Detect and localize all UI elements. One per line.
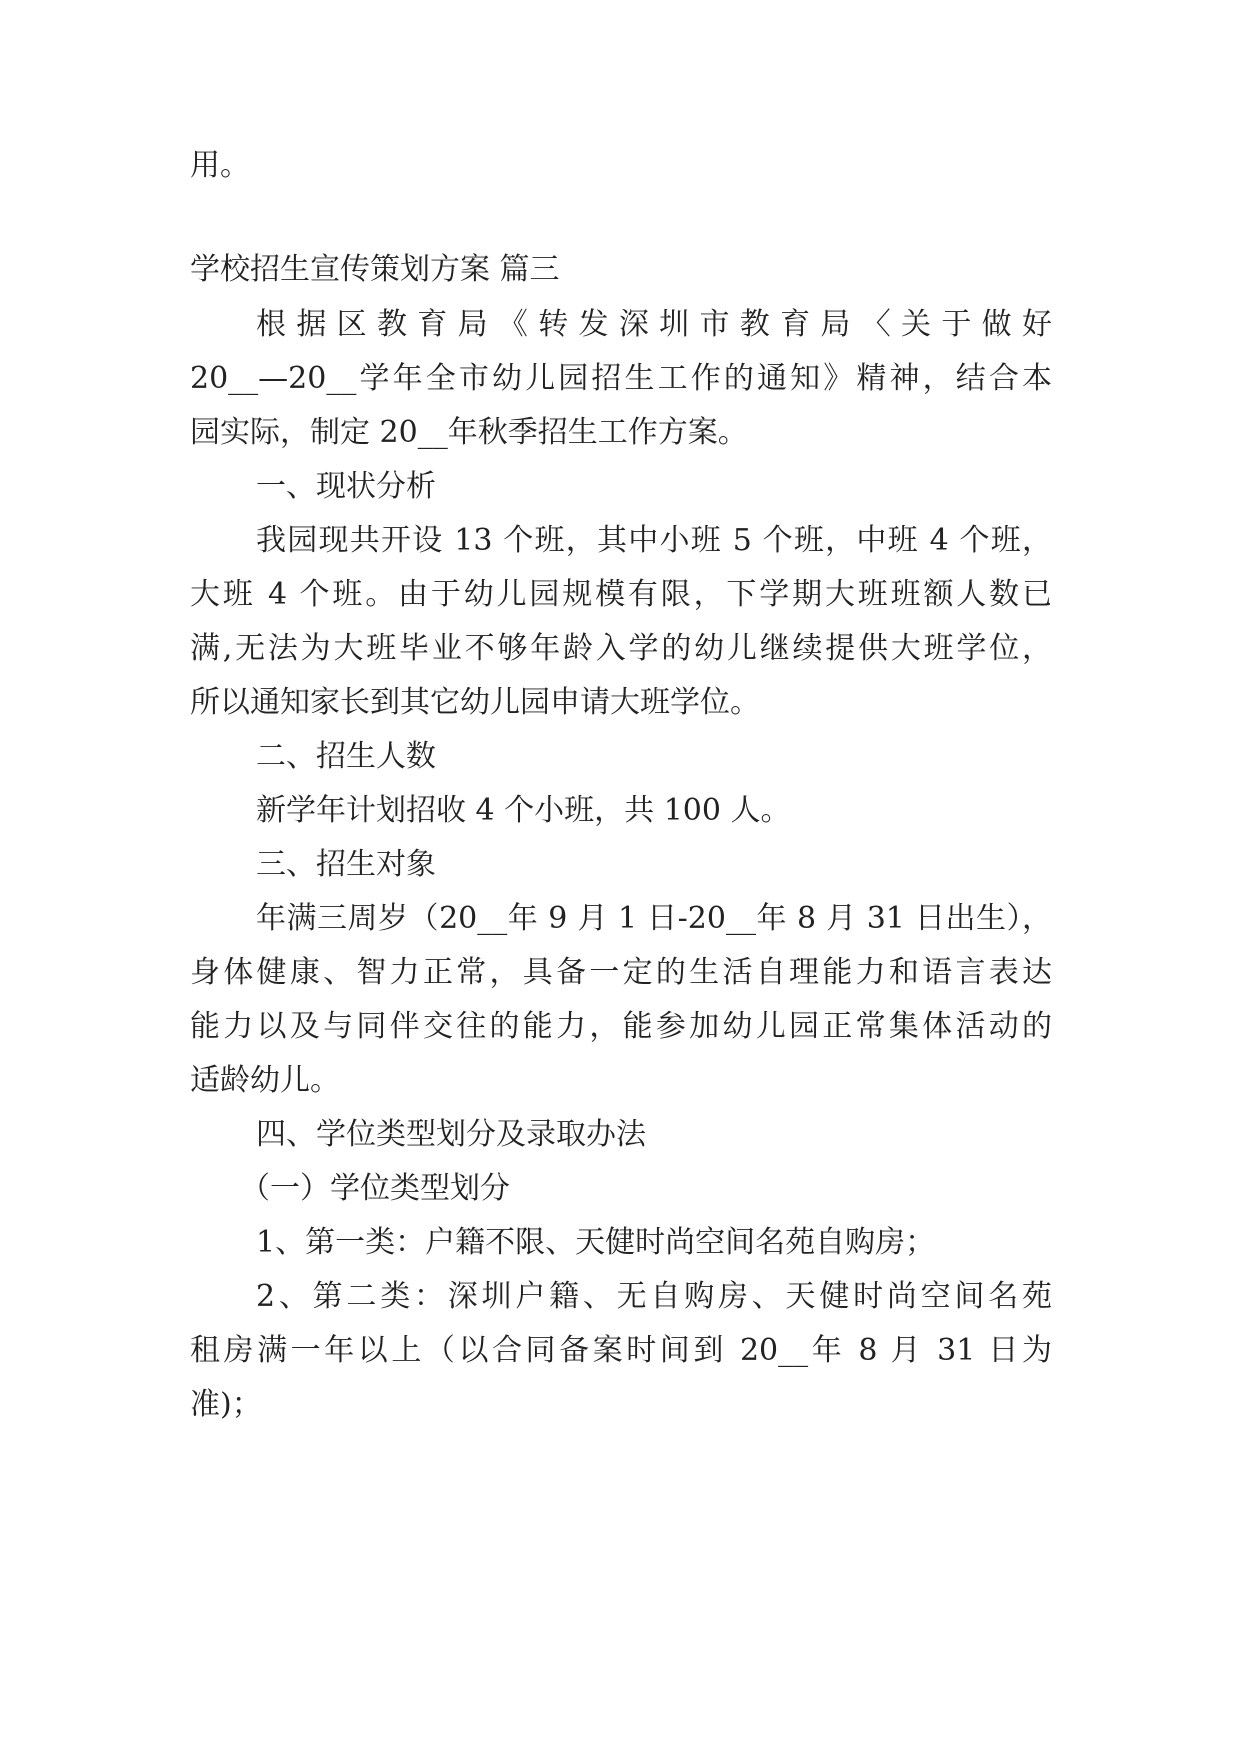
section-title: 学校招生宣传策划方案 篇三: [190, 252, 560, 287]
heading-line: 一、现状分析: [256, 469, 436, 504]
subheading-line: （一）学位类型划分: [240, 1171, 510, 1206]
text-line: 能力以及与同伴交往的能力，能参加幼儿园正常集体活动的: [190, 1009, 1052, 1044]
heading-line: 四、学位类型划分及录取办法: [256, 1117, 646, 1152]
text-line: 满,无法为大班毕业不够年龄入学的幼儿继续提供大班学位，: [190, 631, 1052, 666]
text-line: 用。: [190, 148, 250, 183]
text-line: 大班 4 个班。由于幼儿园规模有限，下学期大班班额人数已: [190, 577, 1052, 612]
text-line: 1、第一类：户籍不限、天健时尚空间名苑自购房；: [256, 1225, 936, 1260]
text-line: 准)；: [190, 1387, 262, 1422]
text-line: 2、第二类：深圳户籍、无自购房、天健时尚空间名苑: [256, 1279, 1052, 1314]
text-line: 身体健康、智力正常，具备一定的生活自理能力和语言表达: [190, 955, 1052, 990]
heading-line: 三、招生对象: [256, 847, 436, 882]
text-line: 年满三周岁（20__年 9 月 1 日-20__年 8 月 31 日出生），: [256, 901, 1052, 936]
heading-line: 二、招生人数: [256, 739, 436, 774]
text-line: 租房满一年以上（以合同备案时间到 20__年 8 月 31 日为: [190, 1333, 1052, 1368]
text-line: 适龄幼儿。: [190, 1063, 340, 1098]
text-line: 我园现共开设 13 个班，其中小班 5 个班，中班 4 个班，: [256, 523, 1052, 558]
text-line: 所以通知家长到其它幼儿园申请大班学位。: [190, 685, 760, 720]
text-line: 园实际，制定 20__年秋季招生工作方案。: [190, 415, 748, 450]
text-line: 20__—20__学年全市幼儿园招生工作的通知》精神，结合本: [190, 361, 1052, 396]
text-line: 新学年计划招收 4 个小班，共 100 人。: [256, 793, 791, 828]
text-line: 根据区教育局《转发深圳市教育局〈关于做好: [256, 307, 1052, 342]
